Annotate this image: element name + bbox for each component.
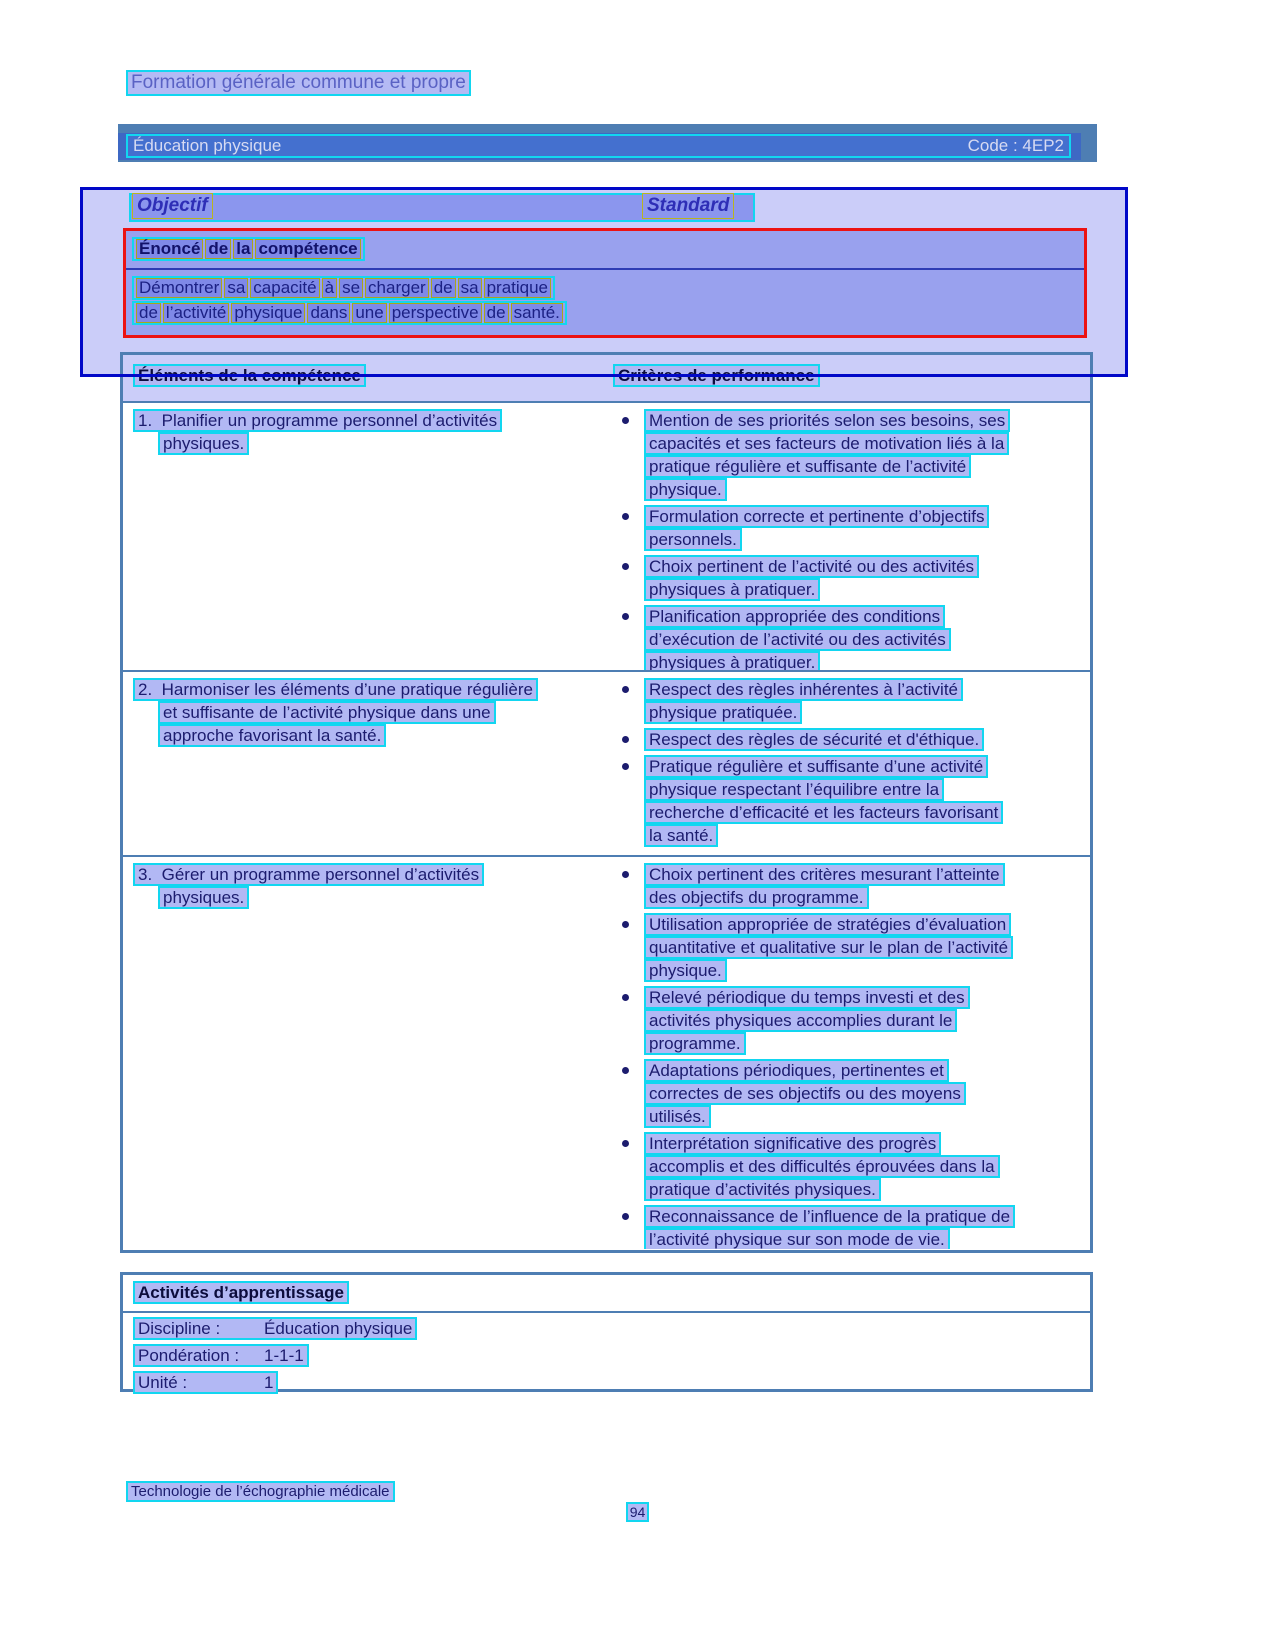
criteria-text-line bbox=[644, 528, 989, 551]
course-code: Code : 4EP2 bbox=[967, 136, 1064, 155]
criteria-lines bbox=[644, 409, 1010, 501]
criteria-cell bbox=[613, 678, 1090, 855]
ocr-word: Énoncé bbox=[136, 239, 203, 259]
bullet-icon bbox=[613, 409, 644, 501]
criteria-text: recherche d’efficacité et les facteurs favorisant bbox=[644, 801, 1003, 824]
ocr-word: se bbox=[339, 278, 363, 298]
element-cell bbox=[123, 678, 613, 855]
ocr-word: Démontrer bbox=[136, 278, 222, 298]
ocr-word: charger bbox=[365, 278, 429, 298]
criteria-text-line bbox=[644, 824, 1003, 847]
activites-field bbox=[133, 1344, 309, 1367]
criteria-item bbox=[613, 505, 1090, 551]
criteria-text-line bbox=[644, 455, 1010, 478]
criteria-text: Planification appropriée des conditions bbox=[644, 605, 945, 628]
criteria-item bbox=[613, 755, 1090, 847]
element-text: 1. Planifier un programme personnel d’activités bbox=[133, 409, 502, 432]
field-value: 1-1-1 bbox=[264, 1346, 304, 1365]
criteria-item bbox=[613, 678, 1090, 724]
competence-table-body bbox=[123, 403, 1090, 1249]
criteria-text-line bbox=[644, 478, 1010, 501]
criteria-item bbox=[613, 1059, 1090, 1128]
activites-field-row bbox=[133, 1317, 417, 1344]
ocr-word: de bbox=[136, 303, 161, 323]
ocr-word: capacité bbox=[250, 278, 319, 298]
criteria-item bbox=[613, 913, 1090, 982]
criteria-text-line bbox=[644, 432, 1010, 455]
criteria-text-line bbox=[644, 1009, 970, 1032]
element-text: approche favorisant la santé. bbox=[158, 724, 386, 747]
criteria-text-line bbox=[644, 1205, 1015, 1228]
table-row bbox=[123, 403, 1090, 670]
criteria-text-line bbox=[644, 701, 963, 724]
bullet-icon bbox=[613, 863, 644, 909]
competence-table bbox=[120, 352, 1093, 1253]
course-header-linebox bbox=[126, 134, 1071, 158]
criteria-text: Utilisation appropriée de stratégies d’évaluation bbox=[644, 913, 1011, 936]
criteria-text-line bbox=[644, 886, 1005, 909]
criteria-lines bbox=[644, 1132, 1000, 1201]
criteria-lines bbox=[644, 1059, 966, 1128]
criteria-cell bbox=[613, 409, 1090, 670]
enonce-competence-box bbox=[123, 228, 1087, 338]
standard-heading: Standard bbox=[642, 193, 734, 219]
criteria-lines bbox=[644, 605, 951, 670]
criteria-text: Mention de ses priorités selon ses besoins, ses bbox=[644, 409, 1010, 432]
criteria-text-line bbox=[644, 409, 1010, 432]
criteria-text-line bbox=[644, 605, 951, 628]
ocr-word: de bbox=[484, 303, 509, 323]
criteria-text: pratique régulière et suffisante de l’activité bbox=[644, 455, 971, 478]
criteria-lines bbox=[644, 986, 970, 1055]
criteria-text: utilisés. bbox=[644, 1105, 711, 1128]
bullet-icon bbox=[613, 1205, 644, 1249]
ocr-word: santé. bbox=[511, 303, 563, 323]
criteria-lines bbox=[644, 728, 984, 751]
criteria-text-line bbox=[644, 1105, 966, 1128]
enonce-title-line bbox=[132, 237, 365, 261]
criteria-text: Adaptations périodiques, pertinentes et bbox=[644, 1059, 949, 1082]
field-label: Unité : bbox=[138, 1373, 188, 1392]
activites-title: Activités d’apprentissage bbox=[133, 1281, 349, 1304]
criteria-item bbox=[613, 728, 1090, 751]
criteria-text-line bbox=[644, 1155, 1000, 1178]
course-title: Éducation physique bbox=[133, 136, 282, 155]
criteria-text: la santé. bbox=[644, 824, 718, 847]
criteria-text-line bbox=[644, 913, 1013, 936]
criteria-text-line bbox=[644, 505, 989, 528]
activites-field bbox=[133, 1317, 417, 1340]
enonce-body-line bbox=[132, 301, 567, 325]
field-value: Éducation physique bbox=[264, 1319, 413, 1338]
criteria-text: capacités et ses facteurs de motivation liés à la bbox=[644, 432, 1009, 455]
criteria-item bbox=[613, 1205, 1090, 1249]
page-number bbox=[0, 1502, 1275, 1522]
criteria-text: Respect des règles de sécurité et d'éthique. bbox=[644, 728, 984, 751]
element-text: physiques. bbox=[158, 886, 249, 909]
ocr-word: de bbox=[205, 239, 231, 259]
criteria-lines bbox=[644, 913, 1013, 982]
ocr-word: physique bbox=[231, 303, 305, 323]
field-label: Pondération : bbox=[138, 1346, 240, 1365]
criteria-text-line bbox=[644, 628, 951, 651]
criteria-item bbox=[613, 1132, 1090, 1201]
criteria-item bbox=[613, 986, 1090, 1055]
criteria-text-line bbox=[644, 1059, 966, 1082]
ocr-word: dans bbox=[307, 303, 350, 323]
activites-field-row bbox=[133, 1371, 417, 1398]
criteria-text: physique pratiquée. bbox=[644, 701, 802, 724]
footer-program bbox=[126, 1481, 395, 1502]
criteria-text: quantitative et qualitative sur le plan de l’activité bbox=[644, 936, 1013, 959]
footer-program-text: Technologie de l’échographie médicale bbox=[126, 1481, 395, 1502]
element-text: et suffisante de l’activité physique dans une bbox=[158, 701, 496, 724]
criteria-lines bbox=[644, 863, 1005, 909]
criteria-text-line bbox=[644, 959, 1013, 982]
field-value: 1 bbox=[264, 1373, 274, 1392]
objectif-box-bottom-border bbox=[80, 374, 1128, 377]
element-text: 3. Gérer un programme personnel d’activités bbox=[133, 863, 484, 886]
criteria-text-line bbox=[644, 1228, 1015, 1249]
element-cell bbox=[123, 863, 613, 1249]
criteria-text: Choix pertinent des critères mesurant l’atteinte bbox=[644, 863, 1005, 886]
ocr-word: la bbox=[233, 239, 253, 259]
criteria-item bbox=[613, 605, 1090, 670]
element-text-line bbox=[158, 701, 613, 724]
criteria-text: Reconnaissance de l’influence de la pratique de bbox=[644, 1205, 1015, 1228]
ocr-word: sa bbox=[224, 278, 248, 298]
criteria-lines bbox=[644, 678, 963, 724]
enonce-body-line bbox=[132, 276, 555, 300]
table-row bbox=[123, 670, 1090, 855]
ocr-word: pratique bbox=[484, 278, 551, 298]
objectif-standard-box bbox=[80, 187, 1128, 377]
criteria-text-line bbox=[644, 1132, 1000, 1155]
course-header-inner-bar bbox=[118, 133, 1081, 160]
ocr-word: perspective bbox=[389, 303, 482, 323]
bullet-icon bbox=[613, 986, 644, 1055]
criteria-text: l’activité physique sur son mode de vie. bbox=[644, 1228, 950, 1249]
criteria-text-line bbox=[644, 1178, 1000, 1201]
element-text-line bbox=[133, 678, 613, 701]
element-text-line bbox=[158, 886, 613, 909]
element-text-line bbox=[158, 432, 613, 455]
activites-apprentissage-box bbox=[120, 1272, 1093, 1392]
criteria-lines bbox=[644, 1205, 1015, 1249]
element-text: physiques. bbox=[158, 432, 249, 455]
criteria-text-line bbox=[644, 755, 1003, 778]
bullet-icon bbox=[613, 728, 644, 751]
criteria-text: physique. bbox=[644, 959, 727, 982]
criteria-text: Respect des règles inhérentes à l’activité bbox=[644, 678, 963, 701]
criteria-text: Pratique régulière et suffisante d’une activité bbox=[644, 755, 988, 778]
criteria-text: accomplis et des difficultés éprouvées dans la bbox=[644, 1155, 1000, 1178]
element-text: 2. Harmoniser les éléments d’une pratique régulière bbox=[133, 678, 538, 701]
enonce-title bbox=[132, 237, 365, 262]
enonce-separator bbox=[126, 268, 1084, 270]
activites-separator bbox=[123, 1311, 1090, 1313]
bullet-icon bbox=[613, 605, 644, 670]
headings-linebox bbox=[129, 193, 755, 222]
bullet-icon bbox=[613, 1059, 644, 1128]
bullet-icon bbox=[613, 555, 644, 601]
criteria-text-line bbox=[644, 986, 970, 1009]
criteria-lines bbox=[644, 555, 979, 601]
competence-table-header bbox=[123, 355, 1090, 403]
ocr-word: compétence bbox=[255, 239, 360, 259]
criteria-text: des objectifs du programme. bbox=[644, 886, 869, 909]
enonce-body bbox=[132, 276, 567, 326]
criteria-item bbox=[613, 409, 1090, 501]
criteria-text: pratique d’activités physiques. bbox=[644, 1178, 881, 1201]
bullet-icon bbox=[613, 913, 644, 982]
criteria-text: physiques à pratiquer. bbox=[644, 651, 820, 670]
criteria-text: d’exécution de l’activité ou des activités bbox=[644, 628, 951, 651]
criteria-item bbox=[613, 863, 1090, 909]
element-text-line bbox=[133, 409, 613, 432]
ocr-word: à bbox=[322, 278, 337, 298]
activites-field-row bbox=[133, 1344, 417, 1371]
criteria-text-line bbox=[644, 801, 1003, 824]
ocr-word: l’activité bbox=[163, 303, 229, 323]
criteria-lines bbox=[644, 505, 989, 551]
criteria-text: activités physiques accomplies durant le bbox=[644, 1009, 957, 1032]
criteria-text-line bbox=[644, 678, 963, 701]
criteria-text-line bbox=[644, 651, 951, 670]
element-cell bbox=[123, 409, 613, 670]
criteria-text-line bbox=[644, 936, 1013, 959]
criteria-text: Interprétation significative des progrès bbox=[644, 1132, 941, 1155]
criteria-text: correctes de ses objectifs ou des moyens bbox=[644, 1082, 966, 1105]
criteria-text-line bbox=[644, 555, 979, 578]
objectif-heading: Objectif bbox=[132, 193, 213, 219]
criteria-text: Choix pertinent de l’activité ou des activités bbox=[644, 555, 979, 578]
criteria-item bbox=[613, 555, 1090, 601]
bullet-icon bbox=[613, 755, 644, 847]
activites-fields bbox=[133, 1317, 417, 1398]
element-text-line bbox=[158, 724, 613, 747]
criteria-text: programme. bbox=[644, 1032, 746, 1055]
criteria-text-line bbox=[644, 1032, 970, 1055]
activites-field bbox=[133, 1371, 278, 1394]
criteria-text: physique. bbox=[644, 478, 727, 501]
bullet-icon bbox=[613, 678, 644, 724]
criteria-cell bbox=[613, 863, 1090, 1249]
ocr-word: sa bbox=[458, 278, 482, 298]
criteria-text-line bbox=[644, 778, 1003, 801]
table-row bbox=[123, 855, 1090, 1249]
criteria-text-line bbox=[644, 578, 979, 601]
criteria-lines bbox=[644, 755, 1003, 847]
ocr-word: une bbox=[352, 303, 386, 323]
criteria-text: Formulation correcte et pertinente d’objectifs bbox=[644, 505, 989, 528]
element-text-line bbox=[133, 863, 613, 886]
criteria-text: Relevé périodique du temps investi et des bbox=[644, 986, 970, 1009]
ocr-word: de bbox=[431, 278, 456, 298]
section-label bbox=[126, 70, 471, 96]
criteria-text: personnels. bbox=[644, 528, 742, 551]
course-header-band bbox=[118, 124, 1097, 162]
field-label: Discipline : bbox=[138, 1319, 221, 1338]
bullet-icon bbox=[613, 505, 644, 551]
criteria-text-line bbox=[644, 863, 1005, 886]
section-label-text: Formation générale commune et propre bbox=[126, 70, 471, 96]
criteria-text-line bbox=[644, 1082, 966, 1105]
criteria-text: physiques à pratiquer. bbox=[644, 578, 820, 601]
criteria-text: physique respectant l’équilibre entre la bbox=[644, 778, 944, 801]
page-number-text: 94 bbox=[626, 1502, 650, 1522]
criteria-text-line bbox=[644, 728, 984, 751]
bullet-icon bbox=[613, 1132, 644, 1201]
